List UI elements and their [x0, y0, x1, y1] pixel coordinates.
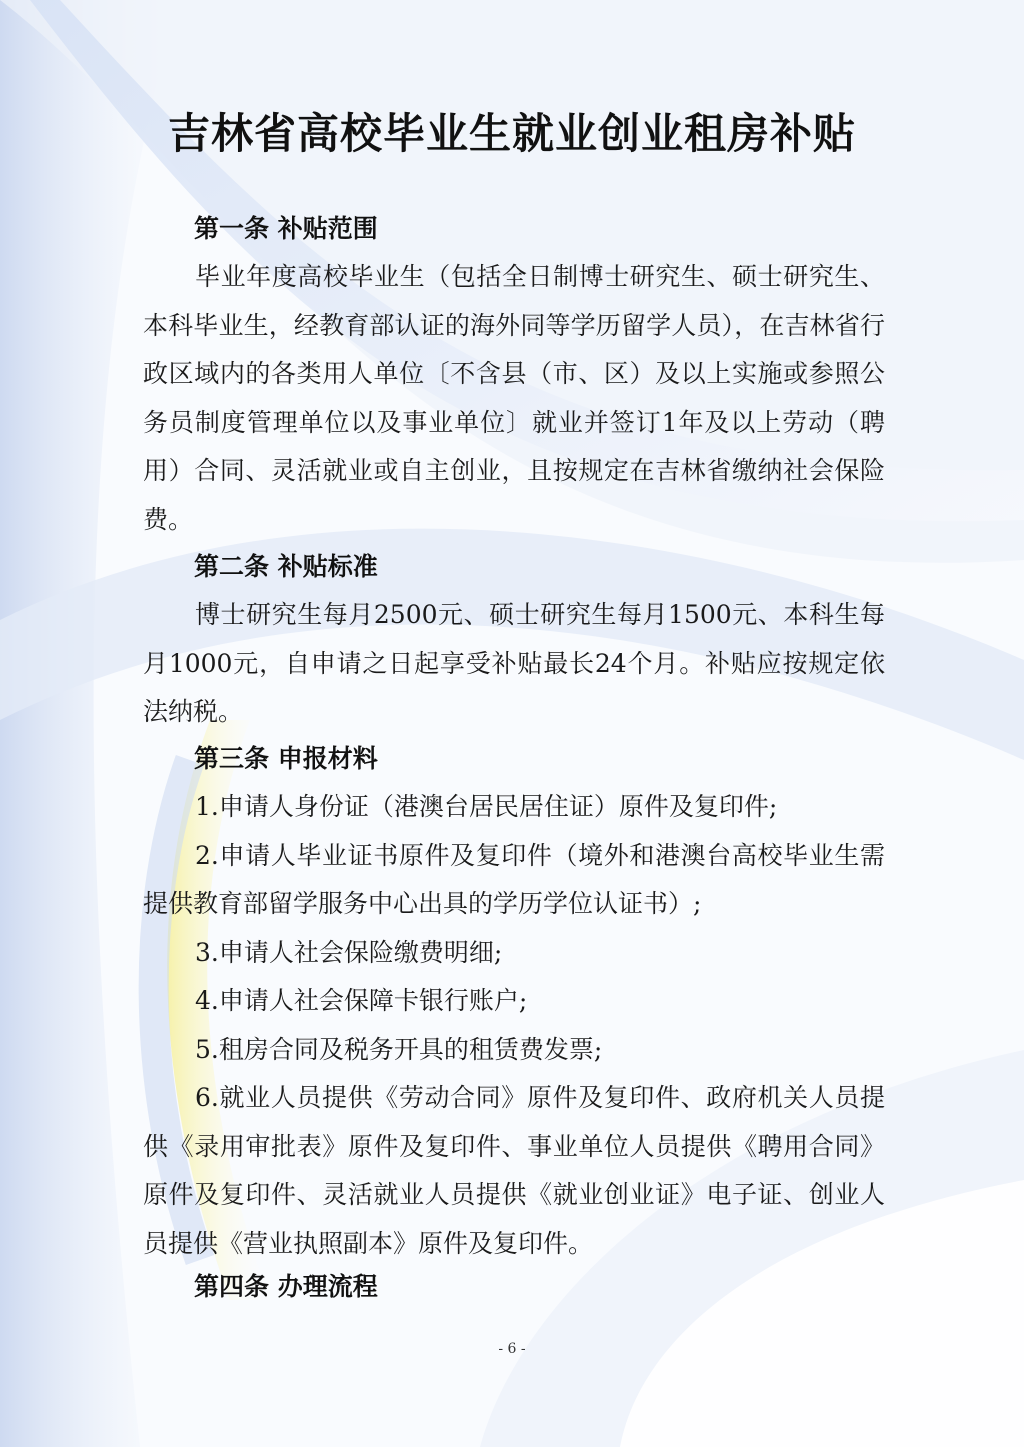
list-item: 5.租房合同及税务开具的租赁费发票; — [195, 1034, 603, 1064]
page-number: - 6 - — [498, 1341, 526, 1357]
list-item: 3.申请人社会保险缴费明细; — [195, 937, 503, 967]
article-4-heading: 第四条 办理流程 — [194, 1272, 378, 1301]
article-1-paragraph: 毕业年度高校毕业生（包括全日制博士研究生、硕士研究生、本科毕业生，经教育部认证的海外同等学历留学人员），在吉林省行政区域内的各类用人单位〔不含县（市、区）及以上实施或参照公务员制度管理单位以及事业单位〕就业并签订1年及以上劳动（聘用）合同、灵活就业或自主创业，且按规定在吉林省缴纳社会保险费。 — [143, 262, 885, 534]
document-title: 吉林省高校毕业生就业创业租房补贴 — [167, 109, 856, 158]
materials-list — [143, 783, 885, 1268]
article-3-heading: 第三条 申报材料 — [194, 744, 378, 773]
article-2-paragraph: 博士研究生每月2500元、硕士研究生每月1500元、本科生每月1000元，自申请之日起享受补贴最长24个月。补贴应按规定依法纳税。 — [143, 600, 885, 726]
list-item: 1.申请人身份证（港澳台居民居住证）原件及复印件; — [195, 792, 778, 821]
article-2-heading: 第二条 补贴标准 — [194, 552, 378, 581]
list-item: 2.申请人毕业证书原件及复印件（境外和港澳台高校毕业生需提供教育部留学服务中心出具的学历学位认证书）; — [143, 840, 885, 918]
article-1-heading: 第一条 补贴范围 — [194, 214, 378, 243]
list-item: 4.申请人社会保障卡银行账户; — [195, 986, 528, 1015]
list-item: 6.就业人员提供《劳动合同》原件及复印件、政府机关人员提供《录用审批表》原件及复印件、事业单位人员提供《聘用合同》原件及复印件、灵活就业人员提供《就业创业证》电子证、创业人员提供《营业执照副本》原件及复印件。 — [143, 1083, 885, 1258]
